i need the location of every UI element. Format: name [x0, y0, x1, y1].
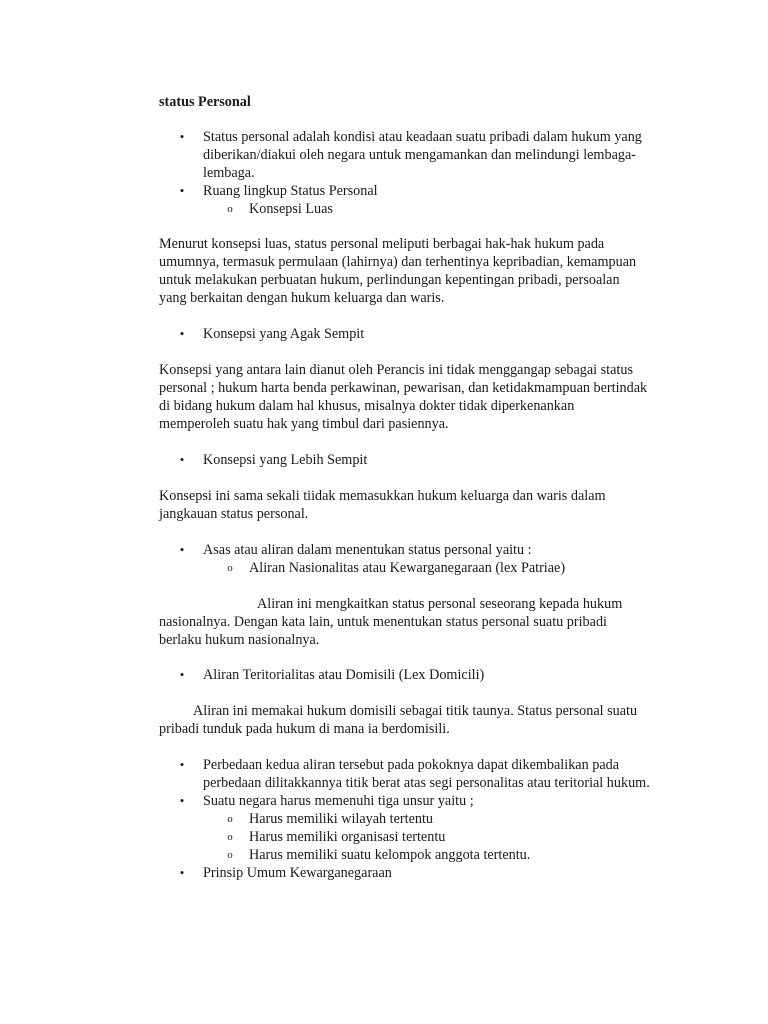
definition-line-2: diberikan/diakui oleh negara untuk mengamankan dan melindungi lembaga- [203, 147, 636, 163]
paragraph-lebih-sempit-line-2: jangkauan status personal. [159, 506, 309, 522]
bullet-icon: • [179, 452, 185, 467]
perbedaan-line-2: perbedaan dilitakkannya titik berat atas segi personalitas atau teritorial hukum. [203, 775, 650, 791]
paragraph-agak-sempit-line-4: memperoleh suatu hak yang timbul dari pasiennya. [159, 416, 449, 432]
paragraph-agak-sempit-line-1: Konsepsi yang antara lain dianut oleh Perancis ini tidak menggangap sebagai status [159, 362, 633, 378]
unsur-item: Suatu negara harus memenuhi tiga unsur yaitu ; [203, 793, 474, 809]
paragraph-lebih-sempit-line-1: Konsepsi ini sama sekali tiidak memasukkan hukum keluarga dan waris dalam [159, 488, 606, 504]
paragraph-luas-line-4: yang berkaitan dengan hukum keluarga dan waris. [159, 290, 445, 306]
konsepsi-luas-item: Konsepsi Luas [249, 201, 333, 217]
definition-line-3: lembaga. [203, 165, 255, 181]
definition-line-1: Status personal adalah kondisi atau keadaan suatu pribadi dalam hukum yang [203, 129, 642, 145]
bullet-icon: • [179, 542, 185, 557]
unsur-list-item: Harus memiliki organisasi tertentu [249, 829, 446, 845]
bullet-icon: • [179, 793, 185, 808]
aliran-teritorialitas-item: Aliran Teritorialitas atau Domisili (Lex Domicili) [203, 667, 485, 683]
sub-bullet-icon: o [227, 849, 233, 861]
paragraph-luas-line-1: Menurut konsepsi luas, status personal meliputi berbagai hak-hak hukum pada [159, 236, 605, 252]
bullet-icon: • [179, 129, 185, 144]
paragraph-agak-sempit-line-3: di bidang hukum dalam hal khusus, misalnya dokter tidak diperkenankan [159, 398, 575, 414]
bullet-icon: • [179, 757, 185, 772]
bullet-icon: • [179, 326, 185, 341]
prinsip-item: Prinsip Umum Kewarganegaraan [203, 865, 392, 881]
paragraph-teritorialitas-line-2: pribadi tunduk pada hukum di mana ia berdomisili. [159, 721, 450, 737]
bullet-icon: • [179, 865, 185, 880]
paragraph-nasionalitas-line-1: Aliran ini mengkaitkan status personal seseorang kepada hukum [257, 596, 623, 612]
document-title: status Personal [159, 94, 251, 110]
paragraph-agak-sempit-line-2: personal ; hukum harta benda perkawinan, pewarisan, dan ketidakmampuan bertindak [159, 380, 648, 396]
unsur-list-item: Harus memiliki wilayah tertentu [249, 811, 433, 827]
sub-bullet-icon: o [227, 813, 233, 825]
unsur-list-item: Harus memiliki suatu kelompok anggota tertentu. [249, 847, 531, 863]
aliran-nasionalitas-item: Aliran Nasionalitas atau Kewarganegaraan (lex Patriae) [249, 560, 566, 576]
lebih-sempit-item: Konsepsi yang Lebih Sempit [203, 452, 368, 468]
asas-item: Asas atau aliran dalam menentukan status personal yaitu : [203, 542, 532, 558]
sub-bullet-icon: o [227, 203, 233, 215]
sub-bullet-icon: o [227, 831, 233, 843]
paragraph-nasionalitas-line-3: berlaku hukum nasionalnya. [159, 632, 320, 648]
agak-sempit-item: Konsepsi yang Agak Sempit [203, 326, 365, 342]
perbedaan-line-1: Perbedaan kedua aliran tersebut pada pokoknya dapat dikembalikan pada [203, 757, 620, 773]
paragraph-luas-line-3: untuk melakukan perbuatan hukum, perlindungan kepentingan pribadi, persoalan [159, 272, 620, 288]
bullet-icon: • [179, 183, 185, 198]
paragraph-nasionalitas-line-2: nasionalnya. Dengan kata lain, untuk menentukan status personal suatu pribadi [159, 614, 607, 630]
paragraph-luas-line-2: umumnya, termasuk permulaan (lahirnya) dan terhentinya kepribadian, kemampuan [159, 254, 637, 270]
ruang-lingkup-item: Ruang lingkup Status Personal [203, 183, 378, 199]
paragraph-teritorialitas-line-1: Aliran ini memakai hukum domisili sebagai titik taunya. Status personal suatu [193, 703, 638, 719]
sub-bullet-icon: o [227, 562, 233, 574]
bullet-icon: • [179, 667, 185, 682]
